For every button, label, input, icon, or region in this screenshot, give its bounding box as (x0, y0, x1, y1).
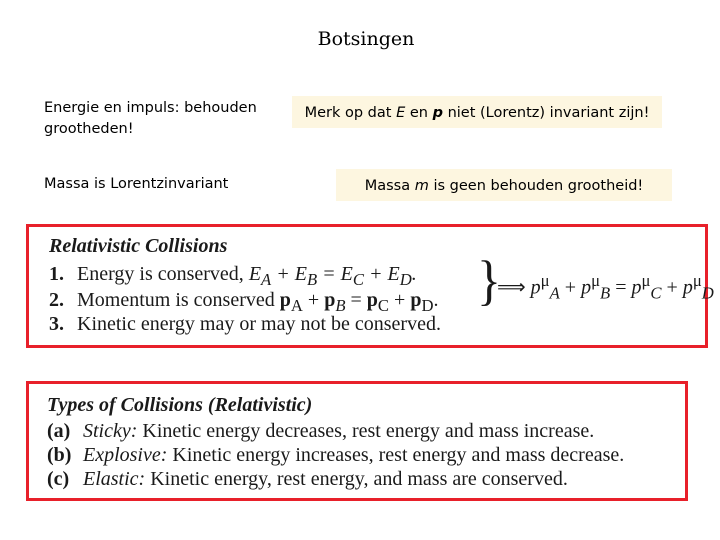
item-number: 1. (49, 263, 64, 285)
note-not-invariant (292, 96, 662, 128)
item-number: 2. (49, 289, 64, 311)
item-text: Energy is conserved, (77, 263, 244, 285)
relativistic-collisions-box (26, 224, 714, 348)
item-number: (c) (47, 468, 70, 490)
item-number: (b) (47, 444, 72, 466)
list-item (47, 420, 594, 443)
box-title: Types of Collisions (Relativistic) (47, 394, 313, 416)
item-text: Kinetic energy may or may not be conserved. (77, 313, 441, 335)
note-text: niet (Lorentz) invariant zijn! (442, 105, 650, 121)
item-number: (a) (47, 420, 71, 442)
symbol-e: E (396, 105, 406, 121)
note-text: is geen behouden grootheid! (428, 178, 644, 194)
list-item (47, 444, 624, 467)
item-label: Elastic: (83, 468, 146, 490)
note-text: en (405, 105, 433, 121)
energy-equation: $E_A + E_B = E_C + E_D$. (248, 263, 417, 289)
item-text: Kinetic energy decreases, rest energy and mass increase. (142, 420, 595, 442)
four-vector-equation: ⟹ $p^\mu_A + p^\mu_B = p^\mu_C + p^\mu_D$ (497, 271, 714, 303)
note-mass-invariant: Massa is Lorentzinvariant (44, 176, 229, 192)
list-item (47, 468, 568, 491)
brace: } (477, 249, 501, 311)
item-text: Kinetic energy, rest energy, and mass are conserved. (150, 468, 568, 490)
note-energy-momentum: Energie en impuls: behouden grootheden! (44, 100, 257, 137)
note-text: Merk op dat (304, 105, 397, 121)
symbol-p: p (432, 105, 443, 121)
page-title: Botsingen (317, 28, 415, 50)
item-text: Momentum is conserved (77, 289, 275, 311)
momentum-equation: $p_A + p_B = p_C + p_D$. (279, 289, 439, 315)
list-item (49, 263, 417, 290)
list-item (49, 289, 438, 316)
item-label: Sticky: (83, 420, 138, 442)
item-text: Kinetic energy increases, rest energy and mass decrease. (172, 444, 625, 466)
symbol-m: m (414, 178, 429, 194)
item-number: 3. (49, 313, 64, 335)
item-label: Explosive: (83, 444, 168, 466)
box-title: Relativistic Collisions (49, 235, 228, 257)
note-mass-not-conserved (336, 169, 672, 201)
note-text: Massa (364, 178, 415, 194)
list-item (49, 313, 441, 336)
collision-types-box (26, 381, 688, 501)
